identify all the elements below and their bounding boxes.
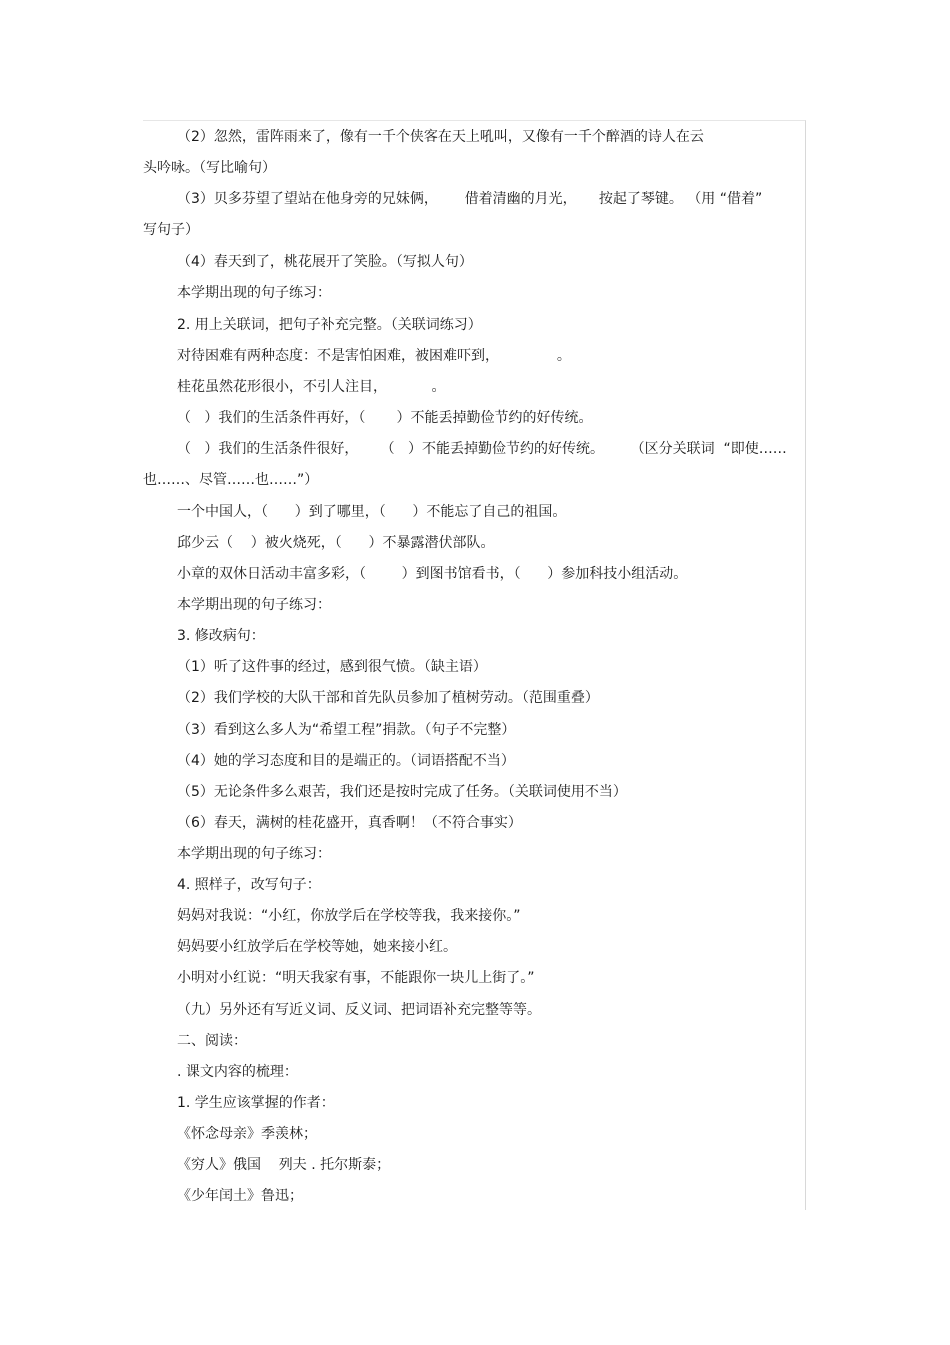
text-line: （九）另外还有写近义词、反义词、把词语补充完整等等。: [177, 1002, 541, 1018]
text-line: . 课文内容的梳理：: [177, 1064, 298, 1080]
text-line: 2. 用上关联词，把句子补充完整。（关联词练习）: [177, 317, 482, 333]
text-line: 4. 照样子，改写句子：: [177, 877, 321, 893]
text-line: （4）春天到了，桃花展开了笑脸。（写拟人句）: [177, 254, 473, 270]
text-line: （5）无论条件多么艰苦，我们还是按时完成了任务。（关联词使用不当）: [177, 784, 627, 800]
text-line: 3. 修改病句：: [177, 628, 265, 644]
text-line: 1. 学生应该掌握的作者：: [177, 1095, 335, 1111]
text-line: （ ）我们的生活条件再好，（ ）不能丢掉勤俭节约的好传统。: [177, 410, 593, 426]
text-line: 一个中国人，（ ）到了哪里，（ ）不能忘了自己的祖国。: [177, 504, 567, 520]
text-line: 邱少云（ ）被火烧死，（ ）不暴露潜伏部队。: [177, 535, 495, 551]
text-line: 小明对小红说：“明天我家有事，不能跟你一块儿上街了。”: [177, 970, 535, 986]
text-line: 本学期出现的句子练习：: [177, 597, 331, 613]
text-line: 妈妈对我说：“小红，你放学后在学校等我，我来接你。”: [177, 908, 521, 924]
text-line: 小章的双休日活动丰富多彩，（ ）到图书馆看书，（ ）参加科技小组活动。: [177, 566, 688, 582]
section-heading: 二、阅读：: [177, 1033, 247, 1049]
text-line: （ ）我们的生活条件很好， （ ）不能丢掉勤俭节约的好传统。 （区分关联词 “即使……: [177, 441, 787, 457]
text-line: 《穷人》俄国 列夫 . 托尔斯泰；: [177, 1157, 391, 1173]
text-line: （1）听了这件事的经过，感到很气愤。（缺主语）: [177, 659, 487, 675]
text-line: （6）春天，满树的桂花盛开，真香啊！（不符合事实）: [177, 815, 522, 831]
text-line: （2）忽然，雷阵雨来了，像有一千个侠客在天上吼叫，又像有一千个醉酒的诗人在云: [177, 129, 704, 145]
text-line: 桂花虽然花形很小，不引人注目， 。: [177, 379, 446, 395]
text-line: 对待困难有两种态度：不是害怕困难，被困难吓到， 。: [177, 348, 571, 364]
text-line: （3）看到这么多人为“希望工程”捐款。（句子不完整）: [177, 722, 516, 738]
text-line: （3）贝多芬望了望站在他身旁的兄妹俩， 借着清幽的月光， 按起了琴键。 （用 “借着”: [177, 191, 763, 207]
text-line: 本学期出现的句子练习：: [177, 285, 331, 301]
text-line: 《少年闰土》鲁迅；: [177, 1188, 303, 1204]
text-line: （4）她的学习态度和目的是端正的。（词语搭配不当）: [177, 753, 515, 769]
text-line: 也……、尽管……也……”）: [143, 472, 319, 488]
text-line: （2）我们学校的大队干部和首先队员参加了植树劳动。（范围重叠）: [177, 690, 599, 706]
text-line: 妈妈要小红放学后在学校等她，她来接小红。: [177, 939, 457, 955]
text-line: 《怀念母亲》季羡林；: [177, 1126, 317, 1142]
text-line: 头吟咏。（写比喻句）: [143, 160, 276, 176]
text-line: 写句子）: [143, 222, 199, 238]
text-line: 本学期出现的句子练习：: [177, 846, 331, 862]
